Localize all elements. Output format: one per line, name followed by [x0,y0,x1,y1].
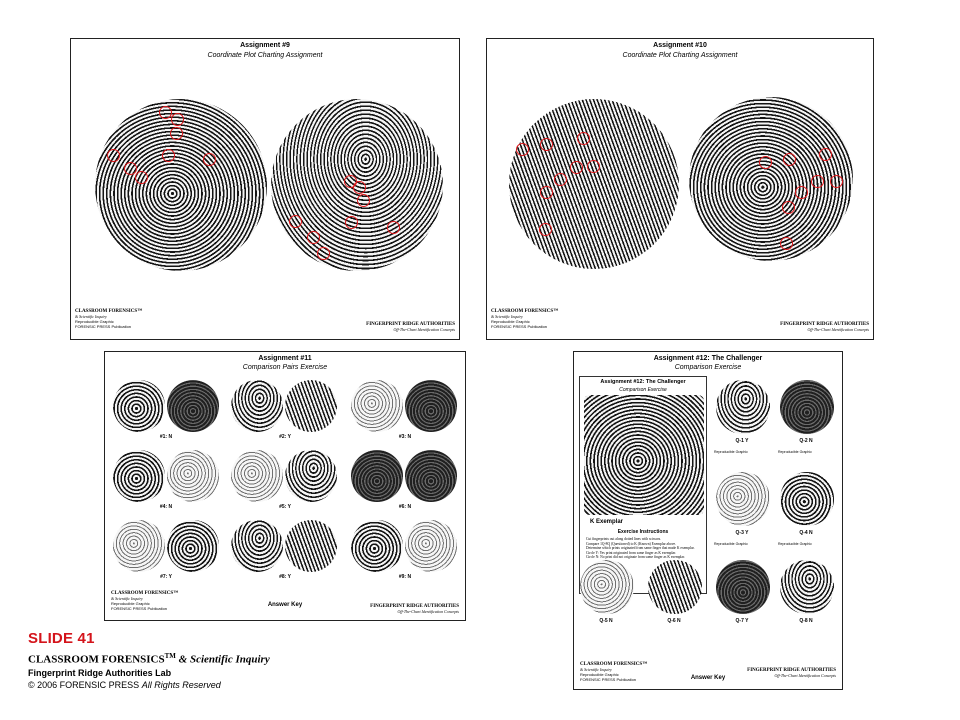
sheet-subtitle: Comparison Pairs Exercise [242,364,328,371]
q-label: Q-2 N [799,438,813,444]
q-label: Q-3 Y [735,530,749,536]
footer-brand-right: FINGERPRINT RIDGE AUTHORITIES Off-The-Chart Identification Concepts [370,604,459,614]
fingerprint-left [509,99,679,269]
pair-label: #5: Y [279,504,291,510]
minutia-marker [811,175,824,188]
q-label: Q-5 N [599,618,613,624]
questioned-print [780,380,834,434]
caption-copyright: © 2006 FORENSIC PRESS All Rights Reserved [28,679,221,690]
comparison-print [285,380,337,432]
sheet-subtitle: Coordinate Plot Charting Assignment [622,52,738,59]
q-label: Q-4 N [799,530,813,536]
minutia-marker [539,223,552,236]
q-label: Q-7 Y [735,618,749,624]
footer-brand-left: CLASSROOM FORENSICS™ & Scientific Inquiry Reproducible Graphic FORENSIC PRESS Publication [580,662,648,682]
minutia-marker [554,173,567,186]
slide-caption [28,630,270,690]
q-label: Q-1 Y [735,438,749,444]
questioned-print [716,380,770,434]
q-label: Q-8 N [799,618,813,624]
sheet-title: Assignment #9 [240,42,290,49]
minutia-marker [540,186,553,199]
minutia-marker [170,127,183,140]
minutia-marker [570,161,583,174]
footer-brand-left: CLASSROOM FORENSICS™ & Scientific Inquiry Reproducible Graphic FORENSIC PRESS Publication [75,309,143,329]
q-credit: Reproducible Graphic [778,542,812,546]
footer-brand-left: CLASSROOM FORENSICS™ & Scientific Inquiry Reproducible Graphic FORENSIC PRESS Publication [111,591,179,611]
comparison-print [167,450,219,502]
minutia-marker [107,149,120,162]
assignment-9-sheet [70,38,460,340]
minutia-marker [387,221,400,234]
inner-subtitle: Comparison Exercise [619,387,667,393]
footer-brand-right: FINGERPRINT RIDGE AUTHORITIES Off-The-Chart Identification Concepts [366,322,455,332]
pair-label: #4: N [159,504,173,510]
inner-title: Assignment #12: The Challenger [600,379,686,385]
minutia-marker [759,156,772,169]
minutia-marker [516,143,529,156]
pair-label: #6: N [398,504,412,510]
questioned-print [716,560,770,614]
pair-label: #2: Y [279,434,291,440]
comparison-print [231,380,283,432]
sheet-title: Assignment #10 [653,42,707,49]
sheet-title: Assignment #12: The Challenger [653,355,763,362]
sheet-title: Assignment #11 [258,355,312,362]
slide-number: SLIDE 41 [28,630,95,647]
comparison-print [351,520,403,572]
minutia-marker [353,181,366,194]
answer-key-label: Answer Key [267,602,303,608]
footer-brand-left: CLASSROOM FORENSICS™ & Scientific Inquiry Reproducible Graphic FORENSIC PRESS Publication [491,309,559,329]
comparison-print [351,450,403,502]
comparison-print [405,380,457,432]
sheet-subtitle: Comparison Exercise [674,364,742,371]
minutia-marker [159,106,172,119]
sheet-subtitle: Coordinate Plot Charting Assignment [207,52,323,59]
k-exemplar-print [584,395,704,515]
minutia-marker [345,216,358,229]
pair-label: #1: N [159,434,173,440]
instructions-list: Cut fingerprints out along dotted lines with scissors. Compare 1Q-8Q (Questioned) to K (Known) Exemplar above. Determine which prints originated from same finger that made K exemplar. Circle Y: Yes print originated from same finger as K exemplar. Circle N: No print did not originate from same finger as K exemplar. [586,537,695,560]
q-credit: Reproducible Graphic [778,450,812,454]
questioned-print [780,472,834,526]
questioned-print [716,472,770,526]
minutia-marker [307,231,320,244]
exemplar-label: K Exemplar [590,519,624,525]
minutia-marker [171,113,184,126]
footer-brand-right: FINGERPRINT RIDGE AUTHORITIES Off-The-Chart Identification Concepts [780,322,869,332]
minutia-marker [830,175,843,188]
minutia-marker [782,201,795,214]
assignment-11-sheet [104,351,466,621]
comparison-print [113,450,165,502]
pair-label: #3: N [398,434,412,440]
comparison-print [113,520,165,572]
minutia-marker [780,237,793,250]
pair-label: #7: Y [160,574,172,580]
minutia-marker [203,153,216,166]
fingerprint-right [689,97,853,261]
comparison-print [285,450,337,502]
q-credit: Reproducible Graphic [714,450,748,454]
minutia-marker [357,194,370,207]
minutia-marker [162,149,175,162]
comparison-print [167,380,219,432]
minutia-marker [587,160,600,173]
questioned-print [580,560,634,614]
q-credit: Reproducible Graphic [714,542,748,546]
questioned-print [780,560,834,614]
comparison-print [231,520,283,572]
pair-label: #8: Y [279,574,291,580]
assignment-10-sheet [486,38,874,340]
caption-brand-line: CLASSROOM FORENSICS™ & Scientific Inquiry [28,652,270,666]
pair-label: #9: N [398,574,412,580]
footer-brand-right: FINGERPRINT RIDGE AUTHORITIES Off-The-Chart Identification Concepts [747,668,836,678]
minutia-marker [819,148,832,161]
assignment-12-sheet [573,351,843,690]
comparison-print [231,450,283,502]
q-label: Q-6 N [667,618,681,624]
minutia-marker [783,153,796,166]
instructions-title: Exercise Instructions [617,529,669,535]
minutia-marker [289,215,302,228]
answer-key-label: Answer Key [690,675,726,681]
comparison-print [285,520,337,572]
comparison-print [351,380,403,432]
comparison-print [113,380,165,432]
minutia-marker [577,132,590,145]
minutia-marker [540,138,553,151]
minutia-marker [795,186,808,199]
minutia-marker [317,247,330,260]
minutia-marker [135,171,148,184]
comparison-print [405,450,457,502]
comparison-print [405,520,457,572]
comparison-print [167,520,219,572]
caption-lab-name: Fingerprint Ridge Authorities Lab [28,667,172,678]
questioned-print [648,560,702,614]
